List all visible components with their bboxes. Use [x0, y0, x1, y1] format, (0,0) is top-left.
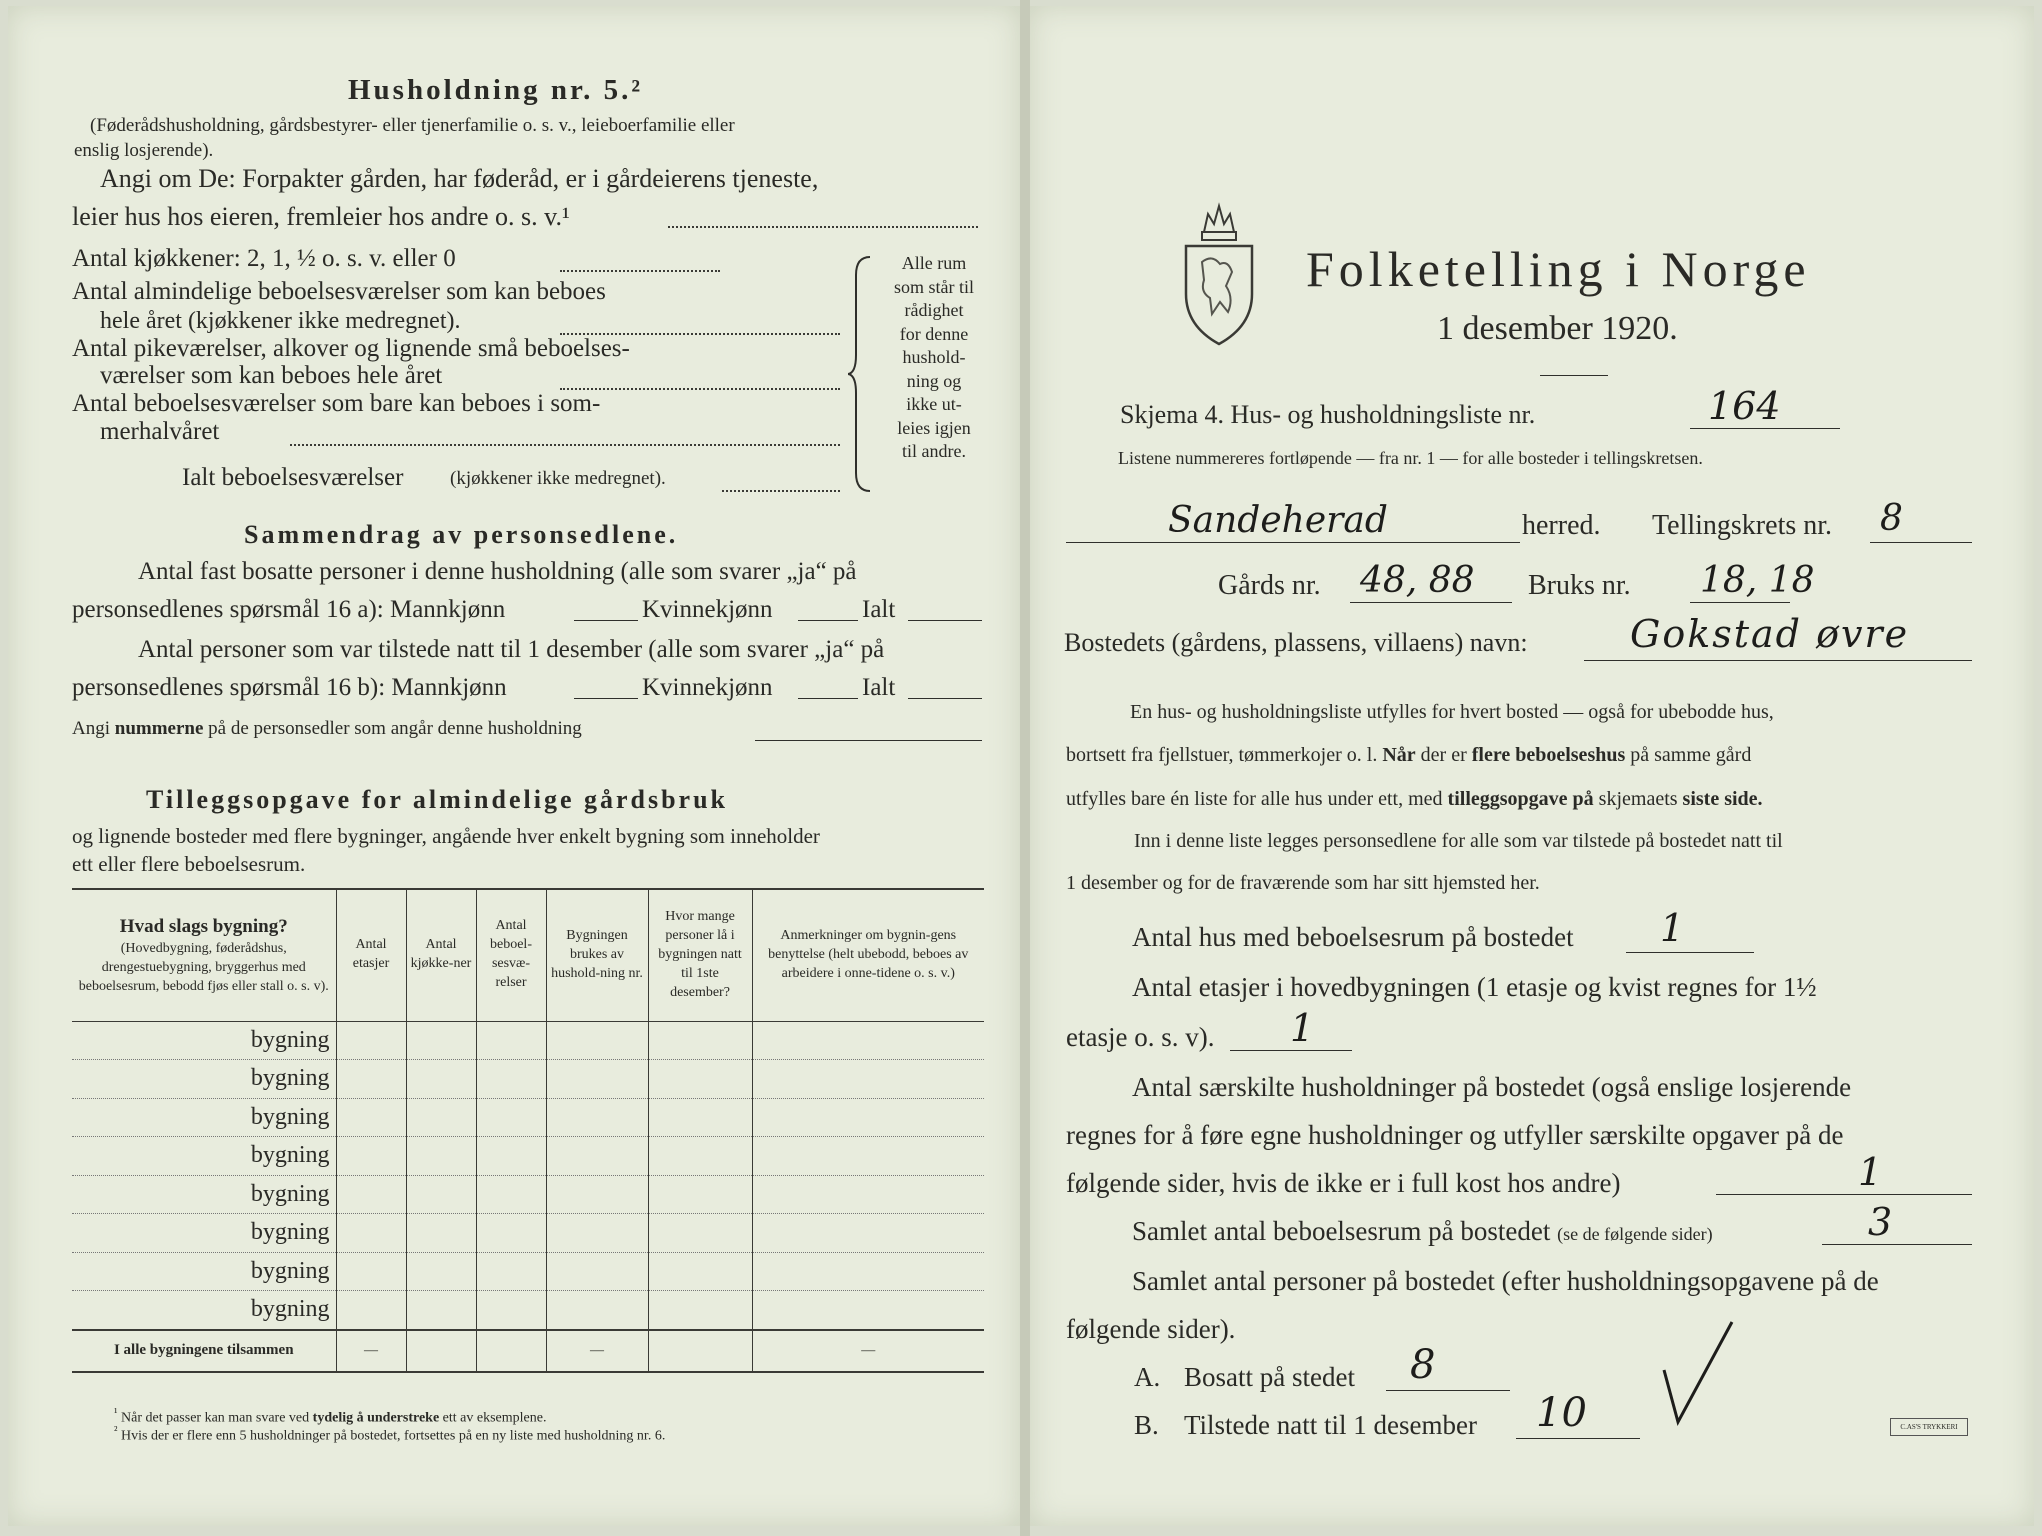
cell[interactable] — [752, 1060, 984, 1099]
total-resident-line[interactable] — [908, 620, 982, 621]
q-persons-line-2: følgende sider). — [1066, 1314, 1236, 1344]
rooms-total-note: (kjøkkener ikke medregnet). — [450, 468, 666, 489]
rooms-small-2: værelser som kan beboes hele året — [100, 362, 443, 389]
cell[interactable] — [336, 1021, 406, 1060]
q-households-line-1: Antal særskilte husholdninger på bostedet (også enslige losjerende — [1132, 1072, 1852, 1102]
gards-label: Gårds nr. — [1218, 570, 1321, 601]
cell[interactable] — [648, 1330, 752, 1372]
cell[interactable] — [476, 1214, 546, 1253]
skjema-label: Skjema 4. Hus- og husholdningsliste nr. — [1120, 400, 1536, 429]
instructions-2 — [1066, 744, 1751, 767]
brace-note-line: Alle rum — [901, 253, 967, 273]
q-a-answer-line — [1386, 1390, 1510, 1391]
table-row — [72, 1214, 984, 1253]
brace-note-line: leies igjen — [897, 417, 971, 438]
summary-line-4: personsedlenes spørsmål 16 b): Mannkjønn — [72, 674, 507, 701]
cell[interactable] — [546, 1021, 648, 1060]
cell[interactable] — [546, 1252, 648, 1291]
footnote-1-bold: tydelig å understreke — [312, 1410, 440, 1426]
ask-answer-line[interactable] — [668, 226, 978, 228]
q-b-answer-line — [1516, 1438, 1640, 1439]
cell[interactable] — [406, 1330, 476, 1372]
instructions-3d: siste side. — [1682, 788, 1763, 810]
small-answer-line[interactable] — [560, 388, 840, 390]
col-header-kitchens: Antal kjøkke-ner — [406, 889, 476, 1021]
female-present-line[interactable] — [798, 698, 858, 699]
rooms-summer-2: merhalvåret — [100, 418, 220, 445]
summary-female-label-1: Kvinnekjønn — [642, 596, 773, 623]
numbers-prompt-start: Angi — [72, 718, 110, 739]
instructions-2d: flere beboelseshus — [1471, 744, 1626, 766]
cell[interactable] — [752, 1098, 984, 1137]
cell[interactable] — [546, 1060, 648, 1099]
q-b-text: Tilstede natt til 1 desember — [1184, 1410, 1477, 1440]
building-label: bygning — [72, 1291, 336, 1330]
total-dash: — — [546, 1330, 648, 1372]
extra-line-1: og lignende bosteder med flere bygninger, angående hver enkelt bygning som inneholder — [72, 824, 820, 848]
building-label: bygning — [72, 1252, 336, 1291]
table-row — [72, 1291, 984, 1330]
building-label: bygning — [72, 1021, 336, 1060]
coat-of-arms-icon — [1182, 202, 1256, 350]
col-header-floors: Antal etasjer — [336, 889, 406, 1021]
buildings-table — [72, 888, 984, 1373]
numbers-prompt-bold: nummerne — [114, 718, 204, 739]
brace-note-line: rådighet — [904, 300, 964, 320]
summary-female-label-2: Kvinnekjønn — [642, 674, 773, 701]
table-row — [72, 1175, 984, 1214]
rooms-total-label: Ialt beboelsesværelser — [182, 464, 404, 491]
instructions-3b: tilleggsopgave på — [1447, 788, 1594, 810]
bruks-label: Bruks nr. — [1528, 570, 1631, 601]
q-households-line-3: følgende sider, hvis de ikke er i full kost hos andre) — [1066, 1168, 1621, 1198]
cell[interactable] — [476, 1291, 546, 1330]
cell[interactable] — [476, 1137, 546, 1176]
cell[interactable] — [752, 1137, 984, 1176]
brace-note-line: hushold- — [902, 347, 966, 367]
instructions-2c: der er — [1420, 744, 1467, 766]
rooms-kitchens: Antal kjøkkener: 2, 1, ½ o. s. v. eller 0 — [72, 245, 456, 272]
total-label: I alle bygningene tilsammen — [72, 1330, 336, 1372]
cell[interactable] — [546, 1137, 648, 1176]
curly-brace-icon — [848, 255, 878, 493]
q-a-value[interactable]: 8 — [1410, 1342, 1436, 1388]
table-row — [72, 1021, 984, 1060]
cell[interactable] — [336, 1175, 406, 1214]
household-intro-1: (Føderådshusholdning, gårdsbestyrer- eller tjenerfamilie o. s. v., leieboerfamilie eller — [90, 115, 735, 136]
herred-line — [1066, 542, 1520, 543]
cell[interactable] — [336, 1291, 406, 1330]
instructions-1: En hus- og husholdningsliste utfylles for hvert bosted — også for ubebodde hus, — [1130, 701, 1774, 723]
rooms-ordinary-2: hele året (kjøkkener ikke medregnet). — [100, 308, 461, 334]
summary-title: Sammendrag av personsedlene. — [244, 520, 679, 549]
cell[interactable] — [546, 1214, 648, 1253]
cell[interactable] — [476, 1098, 546, 1137]
female-resident-line[interactable] — [798, 620, 858, 621]
building-label: bygning — [72, 1214, 336, 1253]
footnote-mark: ¹ — [114, 1406, 118, 1419]
rooms-ordinary-1: Antal almindelige beboelsesværelser som kan beboes — [72, 278, 606, 305]
q-floors-line-1: Antal etasjer i hovedbygningen (1 etasje og kvist regnes for 1½ — [1132, 972, 1817, 1002]
q-rooms-value[interactable]: 3 — [1868, 1200, 1893, 1244]
building-label: bygning — [72, 1098, 336, 1137]
gards-line — [1350, 602, 1512, 603]
q-rooms-answer-line — [1822, 1244, 1972, 1245]
extra-title: Tilleggsopgave for almindelige gårdsbruk — [146, 785, 729, 814]
cell[interactable] — [336, 1098, 406, 1137]
bruks-line — [1690, 602, 1790, 603]
instructions-2b: Når — [1382, 744, 1416, 766]
cell[interactable] — [648, 1175, 752, 1214]
male-resident-line[interactable] — [574, 620, 638, 621]
col-header-persons: Hvor mange personer lå i bygningen natt til 1ste desember? — [648, 889, 752, 1021]
cell[interactable] — [648, 1137, 752, 1176]
title-divider — [1540, 375, 1608, 376]
cell[interactable] — [476, 1175, 546, 1214]
summary-line-2: personsedlenes spørsmål 16 a): Mannkjønn — [72, 596, 506, 623]
footnote-2-text: Hvis der er flere enn 5 husholdninger på bostedet, fortsettes på en ny liste med husholdning nr. 6. — [121, 1428, 666, 1444]
cell[interactable] — [476, 1330, 546, 1372]
male-present-line[interactable] — [574, 698, 638, 699]
rooms-total-answer-line[interactable] — [722, 490, 840, 492]
printer-stamp: C.AS'S TRYKKERI — [1890, 1418, 1968, 1436]
q-households-line-2: regnes for å føre egne husholdninger og utfyller særskilte opgaver på de — [1066, 1120, 1844, 1150]
cell[interactable] — [546, 1291, 648, 1330]
table-row — [72, 1098, 984, 1137]
col-header-building-sub: (Hovedbygning, føderådshus, drengestuebygning, bryggerhus med beboelsesrum, bebodd fjøs eller stall o. s. v). — [78, 940, 329, 994]
cell[interactable] — [546, 1175, 648, 1214]
instructions-2e: på samme gård — [1630, 744, 1752, 766]
brace-note-line: for denne — [899, 323, 969, 344]
cell[interactable] — [648, 1021, 752, 1060]
q-persons-line-1: Samlet antal personer på bostedet (efter husholdningsopgavene på de — [1132, 1266, 1879, 1296]
cell[interactable] — [406, 1291, 476, 1330]
herred-value[interactable]: Sandeherad — [1168, 500, 1388, 541]
instructions-5: 1 desember og for de fraværende som har sitt hjemsted her. — [1066, 872, 1540, 894]
q-households-answer-line — [1716, 1194, 1972, 1195]
bruks-value[interactable]: 18, 18 — [1700, 560, 1815, 601]
rooms-summer-1: Antal beboelsesværelser som bare kan beboes i som- — [72, 390, 601, 417]
col-header-remarks: Anmerkninger om bygnin-gens benyttelse (helt ubebodd, beboes av arbeidere i onne-tidene o. s. v.) — [752, 889, 984, 1021]
instructions-3 — [1066, 788, 1763, 811]
cell[interactable] — [546, 1098, 648, 1137]
list-note: Listene nummereres fortløpende — fra nr. 1 — for alle bosteder i tellingskretsen. — [1118, 448, 1703, 468]
summary-total-label-2: Ialt — [862, 674, 896, 701]
tellingskrets-value[interactable]: 8 — [1880, 498, 1903, 539]
total-dash: — — [752, 1330, 984, 1372]
tellingskrets-label: Tellingskrets nr. — [1652, 510, 1833, 541]
table-total-row — [72, 1330, 984, 1372]
cell[interactable] — [336, 1060, 406, 1099]
instructions-2a: bortsett fra fjellstuer, tømmerkojer o. l. — [1066, 744, 1378, 766]
cell[interactable] — [752, 1252, 984, 1291]
q-rooms-label — [1132, 1216, 1713, 1247]
gards-value[interactable]: 48, 88 — [1360, 560, 1475, 601]
cell[interactable] — [752, 1021, 984, 1060]
bosted-line — [1584, 660, 1972, 661]
q-floors-line-2: etasje o. s. v). — [1066, 1022, 1215, 1052]
table-row — [72, 1137, 984, 1176]
cell[interactable] — [336, 1252, 406, 1291]
brace-note-line: til andre. — [902, 441, 966, 461]
household-intro-2: enslig losjerende). — [74, 140, 214, 161]
instructions-3a: utfylles bare én liste for alle hus under ett, med — [1066, 788, 1443, 810]
cell[interactable] — [648, 1252, 752, 1291]
col-header-building-title: Hvad slags bygning? — [119, 916, 288, 938]
q-a-label: A. — [1134, 1362, 1161, 1392]
cell[interactable] — [648, 1291, 752, 1330]
extra-line-2: ett eller flere beboelsesrum. — [72, 852, 306, 876]
footnote-1-end: ett av eksemplene. — [442, 1410, 547, 1426]
kitchens-answer-line[interactable] — [560, 270, 720, 272]
col-header-rooms: Antal beboel-sesvæ-relser — [476, 889, 546, 1021]
table-row — [72, 1252, 984, 1291]
cell[interactable] — [406, 1060, 476, 1099]
q-floors-value[interactable]: 1 — [1290, 1006, 1315, 1050]
household-title: Husholdning nr. 5.² — [348, 74, 644, 106]
household-ask-2: leier hus hos eieren, fremleier hos andre o. s. v.¹ — [72, 202, 570, 231]
building-label: bygning — [72, 1137, 336, 1176]
summary-line-1: Antal fast bosatte personer i denne husholdning (alle som svarer „ja“ på — [138, 558, 857, 585]
cell[interactable] — [336, 1137, 406, 1176]
instructions-3c: skjemaets — [1598, 788, 1678, 810]
page-fold — [1020, 0, 1030, 1536]
col-header-building-type — [72, 889, 336, 1021]
brace-note-line: ning og — [906, 370, 962, 391]
footnote-mark: ² — [114, 1424, 118, 1437]
cell[interactable] — [648, 1214, 752, 1253]
total-dash: — — [336, 1330, 406, 1372]
q-rooms-note: (se de følgende sider) — [1557, 1224, 1713, 1244]
cell[interactable] — [406, 1021, 476, 1060]
numbers-prompt-end: på de personsedler som angår denne husholdning — [208, 718, 582, 739]
cell[interactable] — [406, 1214, 476, 1253]
cell[interactable] — [406, 1252, 476, 1291]
bosted-value[interactable]: Gokstad øvre — [1630, 612, 1910, 656]
q-rooms-text: Samlet antal beboelsesrum på bostedet — [1132, 1216, 1551, 1246]
bosted-label: Bostedets (gårdens, plassens, villaens) navn: — [1064, 628, 1528, 657]
footnote-1-start: Når det passer kan man svare ved — [121, 1410, 310, 1426]
summary-numbers-prompt — [72, 718, 582, 740]
col-header-household-nr: Bygningen brukes av hushold-ning nr. — [546, 889, 648, 1021]
cell[interactable] — [406, 1175, 476, 1214]
footnote-2 — [114, 1424, 665, 1445]
q-a-text: Bosatt på stedet — [1184, 1362, 1355, 1392]
cell[interactable] — [752, 1291, 984, 1330]
summary-total-label-1: Ialt — [862, 596, 896, 623]
tellingskrets-line — [1870, 542, 1972, 543]
rooms-small-1: Antal pikeværelser, alkover og lignende små beboelses- — [72, 335, 630, 362]
brace-note-line: som står til — [894, 276, 974, 297]
summary-line-3: Antal personer som var tilstede natt til 1 desember (alle som svarer „ja“ på — [138, 636, 885, 663]
cell[interactable] — [752, 1175, 984, 1214]
q-households-value[interactable]: 1 — [1858, 1150, 1883, 1194]
census-title: Folketelling i Norge — [1306, 241, 1811, 297]
cell[interactable] — [648, 1060, 752, 1099]
q-floors-answer-line — [1230, 1050, 1352, 1051]
skjema-number-line — [1690, 428, 1840, 429]
q-b-label: B. — [1134, 1410, 1159, 1440]
cell[interactable] — [406, 1098, 476, 1137]
instructions-4: Inn i denne liste legges personsedlene for alle som var tilstede på bostedet natt til — [1134, 830, 1783, 852]
skjema-number[interactable]: 164 — [1708, 384, 1781, 428]
q-houses-value[interactable]: 1 — [1660, 906, 1685, 950]
cell[interactable] — [752, 1214, 984, 1253]
total-present-line[interactable] — [908, 698, 982, 699]
cell[interactable] — [648, 1098, 752, 1137]
table-row — [72, 1060, 984, 1099]
brace-note-line: ikke ut- — [906, 394, 962, 414]
cell[interactable] — [406, 1137, 476, 1176]
checkmark-icon — [1658, 1318, 1738, 1428]
q-b-value[interactable]: 10 — [1536, 1390, 1587, 1436]
q-houses-label: Antal hus med beboelsesrum på bostedet — [1132, 922, 1574, 952]
cell[interactable] — [336, 1214, 406, 1253]
numbers-answer-line[interactable] — [755, 740, 982, 741]
q-houses-line — [1626, 952, 1754, 953]
summer-answer-line[interactable] — [290, 444, 840, 446]
census-date: 1 desember 1920. — [1437, 310, 1678, 347]
brace-note — [880, 252, 988, 464]
household-ask-1: Angi om De: Forpakter gården, har føderåd, er i gårdeierens tjeneste, — [100, 164, 819, 193]
herred-label: herred. — [1522, 510, 1601, 541]
building-label: bygning — [72, 1175, 336, 1214]
building-label: bygning — [72, 1060, 336, 1099]
cell[interactable] — [476, 1021, 546, 1060]
cell[interactable] — [476, 1252, 546, 1291]
cell[interactable] — [476, 1060, 546, 1099]
